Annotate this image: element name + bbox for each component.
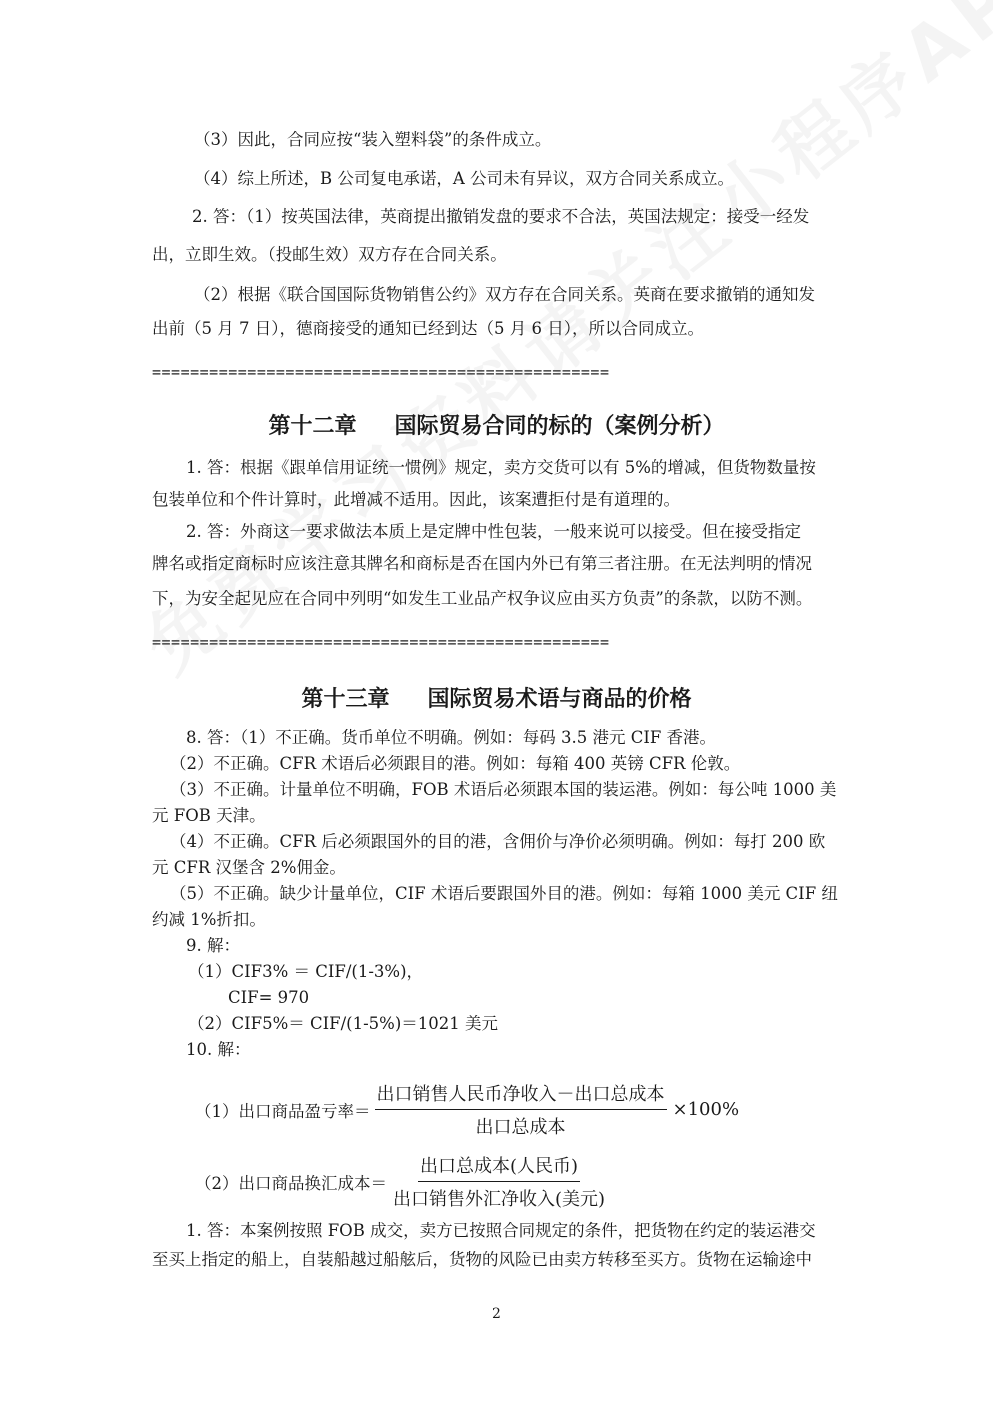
para-line: 包装单位和个件计算时，此增减不适用。因此，该案遭拒付是有道理的。: [152, 490, 680, 509]
chapter-heading: [0, 412, 993, 442]
formula-numerator: 出口销售人民币净收入－出口总成本: [375, 1080, 667, 1110]
para-line: （1）CIF3% ＝ CIF/(1-3%)，: [188, 962, 424, 981]
page-number: 2: [492, 1306, 501, 1322]
formula-denominator: 出口销售外汇净收入(美元): [393, 1189, 606, 1210]
separator-line: ================================================: [152, 633, 610, 651]
chapter-number: 第十二章: [268, 414, 357, 439]
para-line: 元 FOB 天津。: [152, 806, 266, 825]
para-line: 下，为安全起见应在合同中列明“如发生工业品产权争议应由买方负责”的条款，以防不测。: [152, 589, 813, 608]
formula-numerator: 出口总成本(人民币): [418, 1152, 580, 1182]
para-line: 8. 答：（1）不正确。货币单位不明确。例如：每码 3.5 港元 CIF 香港。: [186, 728, 717, 747]
chapter-title: 国际贸易合同的标的（案例分析）: [394, 414, 725, 439]
para-line: （2）不正确。CFR 术语后必须跟目的港。例如：每箱 400 英镑 CFR 伦敦。: [170, 754, 741, 773]
para-line: 元 CFR 汉堡含 2%佣金。: [152, 858, 346, 877]
para-line: 2. 答：外商这一要求做法本质上是定牌中性包装，一般来说可以接受。但在接受指定: [186, 522, 801, 541]
para-line: （4）不正确。CFR 后必须跟国外的目的港，含佣价与净价必须明确。例如：每打 200 欧: [170, 832, 826, 851]
formula-label: （1）出口商品盈亏率＝: [195, 1101, 371, 1121]
para-line: 1. 答：本案例按照 FOB 成交，卖方已按照合同规定的条件，把货物在约定的装运港交: [186, 1221, 816, 1240]
separator-line: ================================================: [152, 363, 610, 381]
para-line: （2）根据《联合国国际货物销售公约》双方存在合同关系。英商在要求撤销的通知发: [194, 285, 815, 304]
para-line: 1. 答：根据《跟单信用证统一惯例》规定，卖方交货可以有 5%的增减，但货物数量按: [186, 458, 816, 477]
para-line: 牌名或指定商标时应该注意其牌名和商标是否在国内外已有第三者注册。在无法判明的情况: [152, 554, 812, 573]
formula-profit-rate: [195, 1080, 739, 1139]
para-line: （2）CIF5%＝ CIF/(1-5%)＝1021 美元: [188, 1014, 499, 1033]
chapter-title: 国际贸易术语与商品的价格: [427, 687, 692, 712]
chapter-heading: [0, 685, 993, 715]
formula-multiplier: ×100%: [672, 1099, 740, 1120]
chapter-number: 第十三章: [301, 687, 390, 712]
para-line: 至买上指定的船上，自装船越过船舷后，货物的风险已由卖方转移至买方。货物在运输途中: [152, 1250, 812, 1269]
formula-label: （2）出口商品换汇成本＝: [195, 1173, 387, 1193]
para-line: 10. 解：: [186, 1040, 251, 1059]
para-line: （3）因此，合同应按“装入塑料袋”的条件成立。: [194, 130, 552, 149]
para-line: 2. 答：（1）按英国法律，英商提出撤销发盘的要求不合法，英国法规定：接受一经发: [192, 207, 810, 226]
para-line: （3）不正确。计量单位不明确，FOB 术语后必须跟本国的装运港。例如：每公吨 1000 美: [170, 780, 837, 799]
para-line: 出前（5 月 7 日），德商接受的通知已经到达（5 月 6 日），所以合同成立。: [152, 319, 704, 338]
para-line: 出，立即生效。（投邮生效）双方存在合同关系。: [152, 245, 507, 264]
para-line: （5）不正确。缺少计量单位，CIF 术语后要跟国外目的港。例如：每箱 1000 美元 CIF 纽: [170, 884, 838, 903]
para-line: CIF= 970: [228, 988, 310, 1007]
formula-exchange-cost: [195, 1152, 611, 1211]
para-line: （4）综上所述，B 公司复电承诺，A 公司未有异议，双方合同关系成立。: [194, 169, 735, 188]
para-line: 约减 1%折扣。: [152, 910, 266, 929]
formula-denominator: 出口总成本: [475, 1117, 566, 1138]
formula-fraction: [391, 1152, 607, 1211]
formula-fraction: [375, 1080, 667, 1139]
para-line: 9. 解：: [186, 936, 240, 955]
